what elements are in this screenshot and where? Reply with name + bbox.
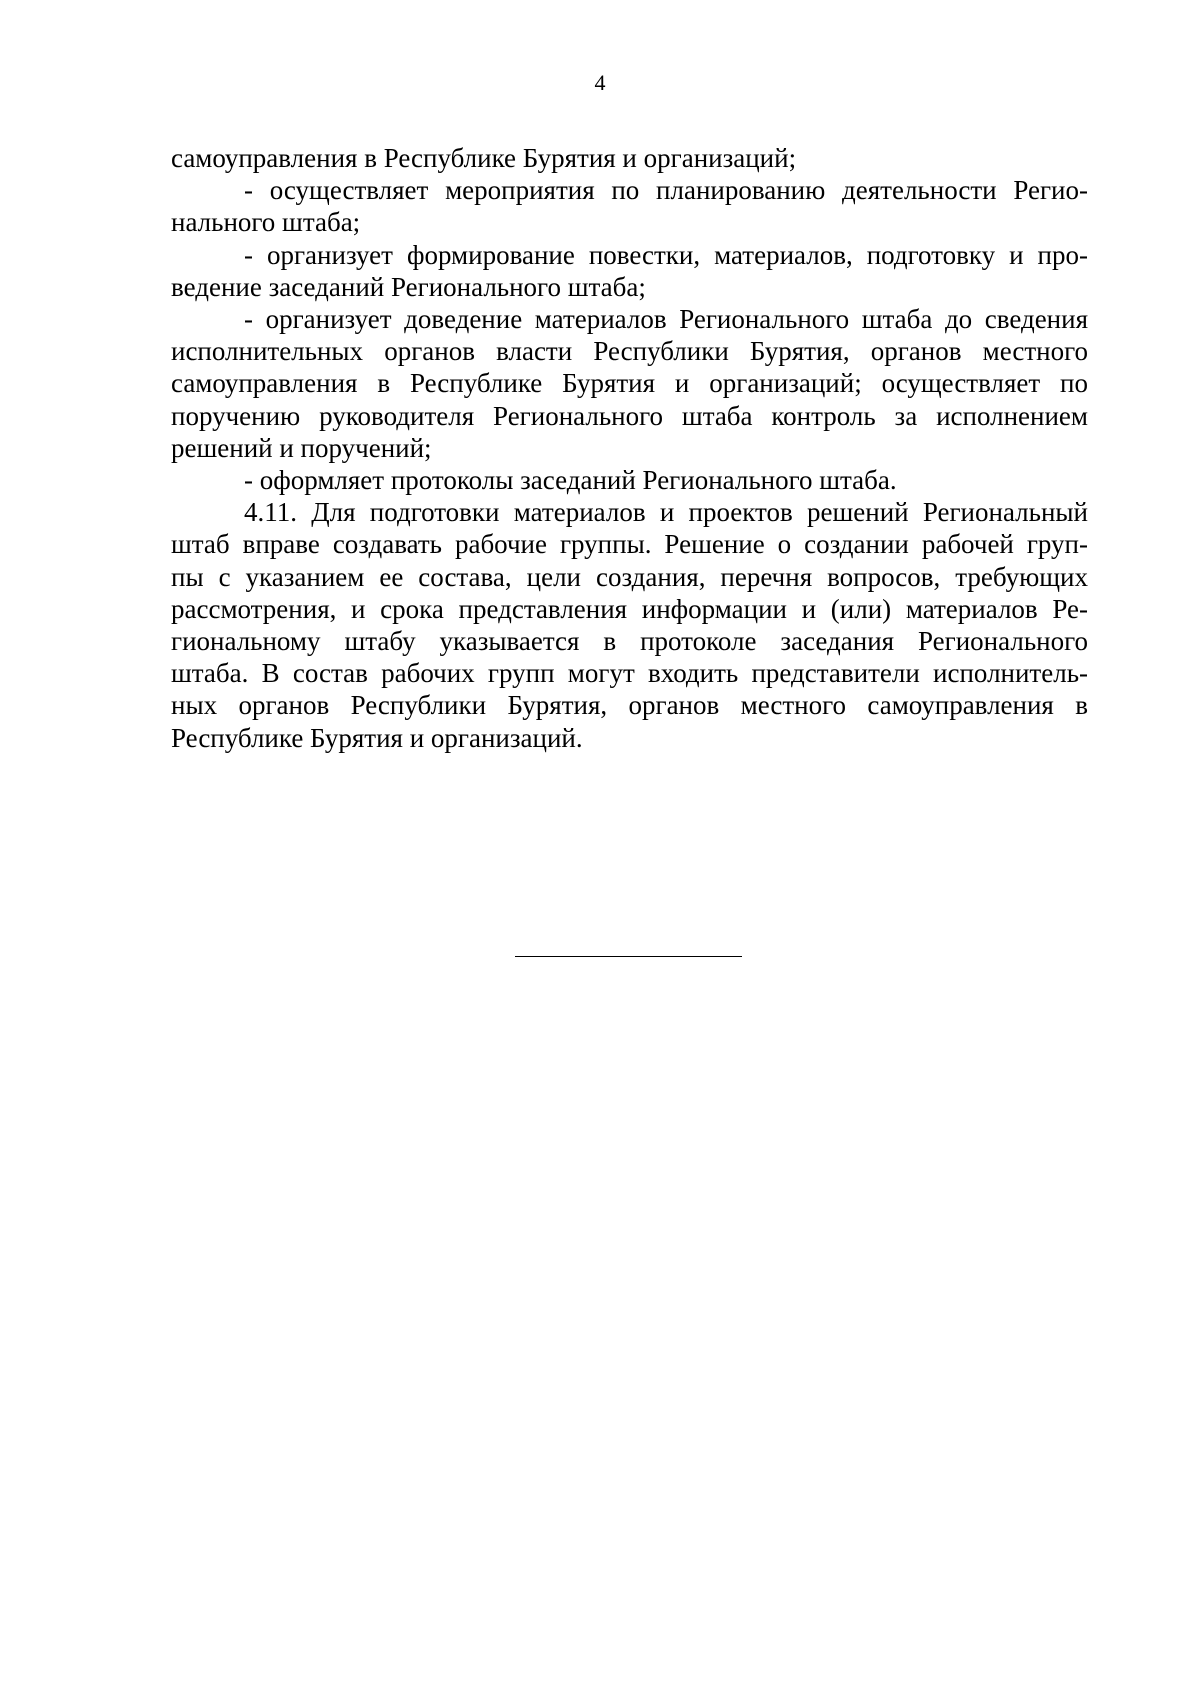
- text-line: ных органов Республики Бурятия, органов местного самоуправления в: [171, 690, 1088, 721]
- text-line: поручению руководителя Регионального штаба контроль за исполнением: [171, 400, 1088, 431]
- text-line: - организует формирование повестки, материалов, подготовку и про-: [244, 239, 1088, 270]
- text-line: штаб вправе создавать рабочие группы. Решение о создании рабочей груп-: [171, 529, 1088, 560]
- text-line: - оформляет протоколы заседаний Регионального штаба.: [244, 465, 897, 496]
- text-line: гиональному штабу указывается в протоколе заседания Регионального: [171, 626, 1088, 657]
- text-line: исполнительных органов власти Республики Бурятия, органов местного: [171, 336, 1088, 367]
- text-line: рассмотрения, и срока представления информации и (или) материалов Ре-: [171, 593, 1088, 624]
- text-line: - осуществляет мероприятия по планированию деятельности Регио-: [244, 175, 1088, 206]
- text-line: нального штаба;: [171, 207, 361, 238]
- text-line: Республике Бурятия и организаций.: [171, 722, 583, 753]
- text-line: 4.11. Для подготовки материалов и проектов решений Региональный: [244, 497, 1088, 528]
- page-number: 4: [594, 70, 606, 95]
- document-body: [171, 142, 1088, 754]
- text-line: - организует доведение материалов Регионального штаба до сведения: [244, 304, 1088, 335]
- text-line: пы с указанием ее состава, цели создания, перечня вопросов, требующих: [171, 561, 1088, 592]
- text-line: штаба. В состав рабочих групп могут входить представители исполнитель-: [171, 658, 1088, 689]
- closing-rule: [515, 956, 742, 957]
- text-line: самоуправления в Республике Бурятия и организаций; осуществляет по: [171, 368, 1088, 399]
- text-line: ведение заседаний Регионального штаба;: [171, 271, 646, 302]
- text-line: самоуправления в Республике Бурятия и организаций;: [171, 143, 797, 173]
- text-line: решений и поручений;: [171, 432, 432, 463]
